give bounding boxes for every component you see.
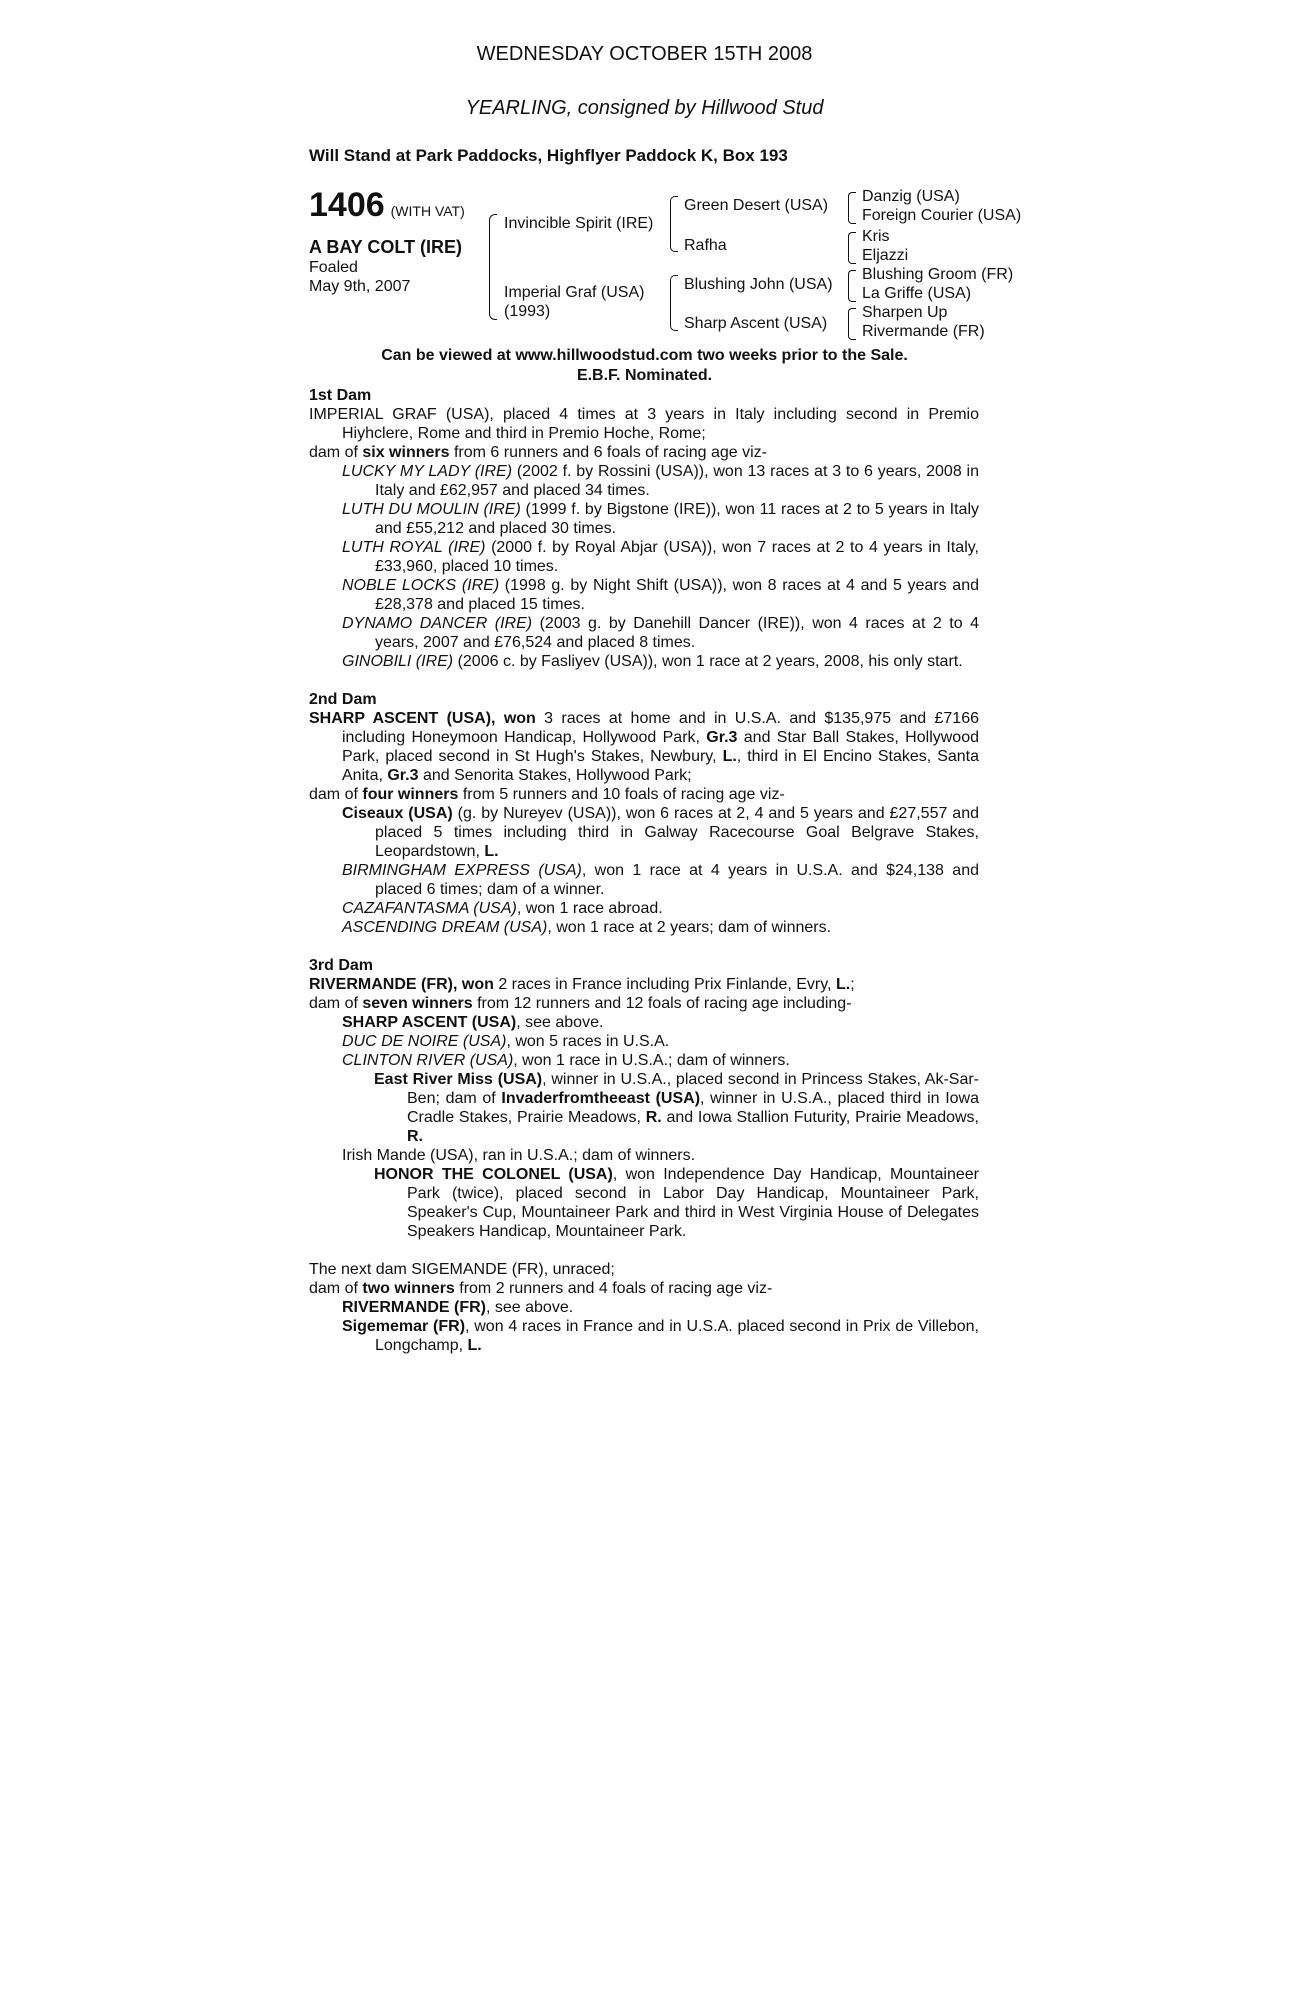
pedigree-brace-sd: [848, 232, 856, 264]
pedigree-dam: Imperial Graf (USA): [504, 284, 645, 301]
dam-of-suffix: from 5 runners and 10 foals of racing age viz-: [458, 786, 785, 803]
dam-record: and Star Ball Stakes, Hollywood Park, placed second in St Hugh's Stakes, Newbury,: [342, 729, 979, 765]
pedigree-brace-gen1: [489, 214, 497, 320]
produce-name: CLINTON RIVER (USA): [342, 1052, 514, 1069]
produce-name: LUCKY MY LADY (IRE): [342, 463, 513, 480]
dam-record: 3 races at home and in U.S.A. and $135,975 and £7166 including Honeymoon Handicap, Hollywood Park,: [342, 710, 979, 746]
listed-badge: L.: [722, 748, 737, 765]
produce-name: Invaderfromtheeast (USA): [501, 1090, 701, 1107]
produce-entry: [309, 1298, 979, 1317]
produce-text: , won 1 race at 2 years; dam of winners.: [547, 919, 832, 936]
pedigree-dsd: La Griffe (USA): [862, 285, 972, 302]
produce-entry: [309, 804, 979, 861]
foaled-label: Foaled: [309, 259, 358, 276]
produce-name: RIVERMANDE (FR): [342, 1299, 486, 1316]
produce-entry: [309, 1032, 979, 1051]
produce-name: BIRMINGHAM EXPRESS (USA): [342, 862, 582, 879]
pedigree-ddd: Rivermande (FR): [862, 323, 985, 340]
dam-of-suffix: from 12 runners and 12 foals of racing age including-: [472, 995, 852, 1012]
pedigree-sds: Kris: [862, 228, 890, 245]
produce-entry: [309, 1070, 979, 1146]
produce-text: (1999 f. by Bigstone (IRE)), won 11 races at 2 to 5 years in Italy and £55,212 and placed 30 times.: [375, 501, 980, 537]
produce-entry: [309, 576, 979, 614]
produce-text: , winner in U.S.A., placed second in Princess Stakes, Ak-Sar-Ben; dam of: [407, 1071, 980, 1107]
second-dam-intro: [309, 709, 979, 785]
produce-entry: [309, 861, 979, 899]
produce-name: CAZAFANTASMA (USA): [342, 900, 517, 917]
produce-text: , won 1 race in U.S.A.; dam of winners.: [513, 1052, 790, 1069]
won-word: , won: [453, 976, 494, 993]
next-dam-produce-summary: [309, 1279, 979, 1298]
produce-entry: [309, 1317, 979, 1355]
dam-record: ;: [850, 976, 855, 993]
produce-name: East River Miss (USA): [374, 1071, 543, 1088]
dam-of-suffix: from 6 runners and 6 foals of racing age viz-: [449, 444, 768, 461]
produce-text: (2002 f. by Rossini (USA)), won 13 races at 3 to 6 years, 2008 in Italy and £62,957 and placed 34 times.: [375, 463, 979, 499]
produce-text: , won 1 race at 4 years in U.S.A. and $24,138 and placed 6 times; dam of a winner.: [375, 862, 980, 898]
produce-text: (g. by Nureyev (USA)), won 6 races at 2, 4 and 5 years and £27,557 and placed 5 times including third in Galway Racecourse Goal Belgrave Stakes, Leopardstown,: [375, 805, 979, 860]
produce-text: , won Independence Day Handicap, Mountaineer Park (twice), placed second in Labor Day Handicap, Mountaineer Park, Speaker's Cup, Mountaineer Park and third in West Virginia House of Delegates Speakers Handicap, Mountaineer Park.: [407, 1166, 979, 1240]
produce-entry: [309, 899, 979, 918]
produce-text: (2006 c. by Fasliyev (USA)), won 1 race at 2 years, 2008, his only start.: [453, 653, 963, 670]
horse-description: A BAY COLT (IRE): [309, 237, 463, 257]
won-word: , won: [491, 710, 536, 727]
produce-entry: Irish Mande (USA), ran in U.S.A.; dam of winners.: [342, 1147, 696, 1164]
pedigree-brace-dam: [670, 275, 678, 331]
grade-badge: Gr.3: [706, 729, 738, 746]
consignment-line: YEARLING, consigned by Hillwood Stud: [465, 97, 824, 119]
produce-text: (2000 f. by Royal Abjar (USA)), won 7 races at 2 to 4 years in Italy, £33,960, placed 10 times.: [375, 539, 980, 575]
foaled-date: May 9th, 2007: [309, 278, 411, 295]
winners-count: seven winners: [362, 995, 473, 1012]
pedigree-ss: Green Desert (USA): [684, 197, 829, 214]
dam-of-suffix: from 2 runners and 4 foals of racing age viz-: [454, 1280, 773, 1297]
produce-record: [309, 386, 979, 1355]
lot-vat: (WITH VAT): [390, 203, 465, 219]
produce-name: HONOR THE COLONEL (USA): [374, 1166, 613, 1183]
dam-of-prefix: dam of: [309, 786, 363, 803]
dam-of-prefix: dam of: [309, 1280, 363, 1297]
second-dam-heading: 2nd Dam: [309, 691, 377, 708]
pedigree-dss: Blushing Groom (FR): [862, 266, 1014, 283]
first-dam-intro: IMPERIAL GRAF (USA), placed 4 times at 3 years in Italy including second in Premio Hiyhclere, Rome and third in Premio Hoche, Rome;: [309, 406, 979, 442]
produce-text: , see above.: [486, 1299, 574, 1316]
third-dam-intro: [309, 975, 979, 994]
dam-record: and Senorita Stakes, Hollywood Park;: [418, 767, 692, 784]
sale-date: WEDNESDAY OCTOBER 15TH 2008: [476, 43, 813, 65]
pedigree-sss: Danzig (USA): [862, 188, 960, 205]
produce-entry: [309, 500, 979, 538]
foaled-info: [309, 258, 410, 296]
first-dam-heading: 1st Dam: [309, 387, 372, 404]
produce-entry: [309, 1013, 979, 1032]
pedigree-ssd: Foreign Courier (USA): [862, 207, 1022, 224]
grade-badge: Gr.3: [387, 767, 419, 784]
produce-text: and Iowa Stallion Futurity, Prairie Meadows,: [661, 1109, 979, 1126]
winners-count: two winners: [362, 1280, 455, 1297]
produce-entry: [309, 614, 979, 652]
first-dam-produce-summary: [309, 443, 979, 462]
produce-name: ASCENDING DREAM (USA): [342, 919, 548, 936]
pedigree-brace-ds: [848, 270, 856, 302]
produce-text: , won 1 race abroad.: [516, 900, 663, 917]
winners-count: four winners: [362, 786, 459, 803]
listed-badge: L.: [484, 843, 499, 860]
pedigree-dds: Sharpen Up: [862, 304, 948, 321]
produce-entry: [309, 538, 979, 576]
dam-of-prefix: dam of: [309, 444, 363, 461]
produce-text: (2003 g. by Danehill Dancer (IRE)), won 4 races at 2 to 4 years, 2007 and £76,524 and placed 8 times.: [375, 615, 979, 651]
third-dam-produce-summary: [309, 994, 979, 1013]
ebf-note: E.B.F. Nominated.: [576, 367, 713, 384]
stand-location: Will Stand at Park Paddocks, Highflyer Paddock K, Box 193: [309, 146, 788, 165]
next-dam-intro: The next dam SIGEMANDE (FR), unraced;: [309, 1261, 615, 1278]
lot-heading: [309, 186, 465, 225]
pedigree-dam-year: (1993): [504, 303, 551, 320]
restricted-badge: R.: [645, 1109, 662, 1126]
produce-name: Sigememar (FR): [342, 1318, 466, 1335]
produce-text: , see above.: [516, 1014, 604, 1031]
restricted-badge: R.: [407, 1128, 423, 1145]
produce-name: SHARP ASCENT (USA): [342, 1014, 517, 1031]
dam-record: , third in El Encino Stakes, Santa Anita,: [342, 748, 980, 784]
produce-text: , won 5 races in U.S.A.: [506, 1033, 670, 1050]
dam-name: RIVERMANDE (FR): [309, 976, 453, 993]
third-dam-heading: 3rd Dam: [309, 957, 374, 974]
winners-count: six winners: [362, 444, 450, 461]
dam-record: 2 races in France including Prix Finlande, Evry,: [493, 976, 836, 993]
pedigree-ds: Blushing John (USA): [684, 276, 833, 293]
produce-entry: [309, 918, 979, 937]
produce-name: DUC DE NOIRE (USA): [342, 1033, 507, 1050]
pedigree-brace-ss: [848, 192, 856, 224]
produce-text: (1998 g. by Night Shift (USA)), won 8 races at 4 and 5 years and £28,378 and placed 15 times.: [375, 577, 979, 613]
pedigree-sdd: Eljazzi: [862, 247, 909, 264]
produce-name: NOBLE LOCKS (IRE): [342, 577, 500, 594]
produce-text: , won 4 races in France and in U.S.A. placed second in Prix de Villebon, Longchamp,: [375, 1318, 979, 1354]
viewing-note: Can be viewed at www.hillwoodstud.com two weeks prior to the Sale.: [381, 347, 908, 364]
dam-name: SHARP ASCENT (USA): [309, 710, 492, 727]
produce-entry: [309, 462, 979, 500]
listed-badge: L.: [467, 1337, 482, 1354]
produce-entry: [309, 652, 979, 671]
produce-name: DYNAMO DANCER (IRE): [342, 615, 533, 632]
produce-name: Ciseaux (USA): [342, 805, 453, 822]
produce-name: LUTH DU MOULIN (IRE): [342, 501, 521, 518]
listed-badge: L.: [835, 976, 851, 993]
produce-name: GINOBILI (IRE): [342, 653, 454, 670]
pedigree-sd: Rafha: [684, 237, 727, 254]
lot-number: 1406: [309, 186, 385, 224]
produce-entry: [309, 1051, 979, 1070]
viewing-notes: [0, 346, 1289, 386]
pedigree-sire: Invincible Spirit (IRE): [504, 215, 654, 232]
produce-entry: [309, 1165, 979, 1241]
second-dam-produce-summary: [309, 785, 979, 804]
dam-of-prefix: dam of: [309, 995, 363, 1012]
pedigree-brace-dd: [848, 308, 856, 340]
pedigree-dd: Sharp Ascent (USA): [684, 315, 828, 332]
produce-text: , winner in U.S.A., placed third in Iowa Cradle Stakes, Prairie Meadows,: [407, 1090, 980, 1126]
pedigree-brace-sire: [670, 196, 678, 252]
produce-name: LUTH ROYAL (IRE): [342, 539, 486, 556]
